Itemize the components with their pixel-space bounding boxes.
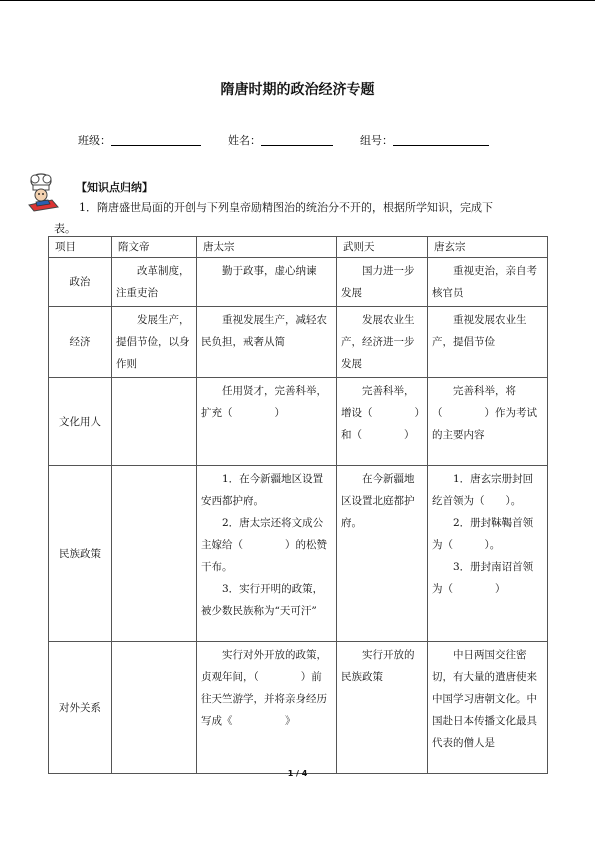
list-item: 1．在今新疆地区设置安西都护府。 — [201, 473, 324, 507]
row-label: 经济 — [49, 307, 112, 378]
table-row-culture — [49, 378, 548, 466]
name-label: 姓名： — [228, 134, 261, 147]
list-item[interactable]: 2．唐太宗还将文成公主嫁给（ ）的松赞干布。 — [201, 517, 327, 573]
row-label: 政治 — [49, 258, 112, 307]
table-cell: 重视发展农业生产，提倡节俭 — [428, 307, 548, 378]
xuanzong-ethnic-cell — [428, 466, 548, 642]
page-title: 隋唐时期的政治经济专题 — [220, 82, 375, 98]
name-blank[interactable] — [261, 133, 333, 146]
table-cell[interactable]: 任用贤才，完善科举，扩充（ ） — [197, 378, 337, 466]
emperors-table — [48, 236, 548, 774]
header-tang-taizong: 唐太宗 — [197, 237, 337, 258]
table-cell: 国力进一步发展 — [337, 258, 428, 307]
header-wu-zetian: 武则天 — [337, 237, 428, 258]
table-cell: 实行开放的民族政策 — [337, 642, 428, 774]
table-cell: 重视发展生产，减轻农民负担，戒奢从简 — [197, 307, 337, 378]
header-tang-xuanzong: 唐玄宗 — [428, 237, 548, 258]
table-row-ethnic-policy — [49, 466, 548, 642]
table-cell-empty — [112, 466, 197, 642]
row-label: 对外关系 — [49, 642, 112, 774]
header-item: 项目 — [49, 237, 112, 258]
table-cell[interactable]: 完善科举，增设（ ）和（ ） — [337, 378, 428, 466]
page-number: 1 / 4 — [287, 769, 308, 778]
question-1-text: 1．隋唐盛世局面的开创与下列皇帝励精图治的统治分不开的，根据所学知识，完成下 — [79, 201, 493, 214]
name-field — [228, 132, 333, 148]
table-cell: 在今新疆地区设置北庭都护府。 — [337, 466, 428, 642]
table-cell[interactable]: 实行对外开放的政策，贞观年间，（ ）前往天竺游学，并将亲身经历写成《 》 — [197, 642, 337, 774]
table-cell: 发展生产，提倡节俭，以身作则 — [112, 307, 197, 378]
table-cell: 重视吏治，亲自考核官员 — [428, 258, 548, 307]
class-field — [78, 132, 201, 148]
table-header-row — [49, 237, 548, 258]
chef-reading-icon — [22, 171, 64, 213]
section-heading: 【知识点归纳】 — [76, 181, 153, 194]
row-label: 民族政策 — [49, 466, 112, 642]
taizong-ethnic-cell — [197, 466, 337, 642]
list-item[interactable]: 2．册封靺鞨首领为（ ）。 — [432, 517, 534, 551]
class-label: 班级： — [78, 134, 111, 147]
header-sui-wendi: 隋文帝 — [112, 237, 197, 258]
group-label: 组号： — [360, 134, 393, 147]
table-cell[interactable]: 完善科举，将（ ）作为考试的主要内容 — [428, 378, 548, 466]
table-cell: 中日两国交往密切，有大量的遣唐使来中国学习唐朝文化。中国赴日本传播文化最具代表的僧人是 — [428, 642, 548, 774]
question-1-text-cont: 表。 — [54, 222, 76, 235]
class-blank[interactable] — [111, 133, 201, 146]
group-blank[interactable] — [393, 133, 489, 146]
list-item[interactable]: 1．唐玄宗册封回纥首领为（ ）。 — [432, 473, 534, 507]
table-cell: 勤于政事，虚心纳谏 — [197, 258, 337, 307]
row-label: 文化用人 — [49, 378, 112, 466]
table-row-politics — [49, 258, 548, 307]
table-row-foreign-relations — [49, 642, 548, 774]
top-rule — [0, 0, 595, 1]
table-cell-empty — [112, 642, 197, 774]
table-cell: 发展农业生产，经济进一步发展 — [337, 307, 428, 378]
table-cell-empty — [112, 378, 197, 466]
list-item[interactable]: 3．册封南诏首领为（ ） — [432, 561, 534, 595]
list-item: 3．实行开明的政策，被少数民族称为“天可汗” — [201, 583, 324, 617]
group-field — [360, 132, 489, 148]
table-cell: 改革制度，注重吏治 — [112, 258, 197, 307]
table-row-economy — [49, 307, 548, 378]
